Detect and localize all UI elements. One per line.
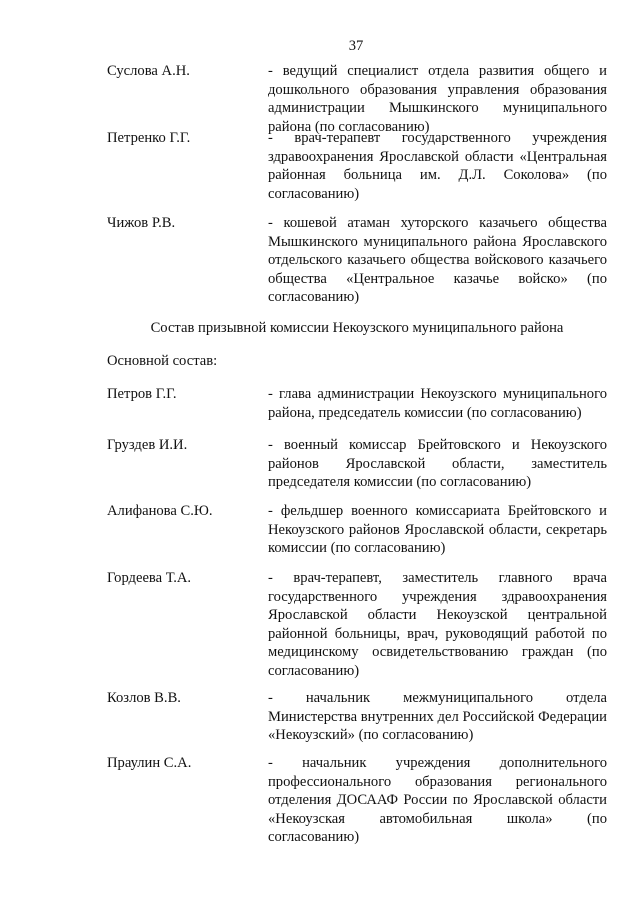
subtitle: Основной состав: bbox=[107, 353, 218, 369]
member-name: Петренко Г.Г. bbox=[107, 130, 191, 146]
member-description: - начальник учреждения дополнительного профессионального образования регионального отделения ДОСААФ России по Ярославской области «Некоузская автомобильная школа» (по согласованию) bbox=[268, 755, 607, 846]
member-description: - глава администрации Некоузского муниципального района, председатель комиссии (по согласованию) bbox=[268, 386, 607, 421]
member-name: Праулин С.А. bbox=[107, 755, 192, 771]
member-name: Суслова А.Н. bbox=[107, 63, 190, 79]
member-description: - ведущий специалист отдела развития общего и дошкольного образования управления образования администрации Мышкинского муниципального района (по согласованию) bbox=[268, 63, 607, 135]
member-description: - врач-терапевт государственного учреждения здравоохранения Ярославской области «Центральная районная больница им. Д.Л. Соколова» (по согласованию) bbox=[268, 130, 607, 202]
member-description: - врач-терапевт, заместитель главного врача государственного учреждения здравоохранения Ярославской области Некоузской центральной районной больницы, врач, руководящий работой по медицинскому освидетельствованию граждан (по согласованию) bbox=[268, 570, 607, 679]
member-description: - кошевой атаман хуторского казачьего общества Мышкинского муниципального района Ярославского отдельского казачьего общества войскового казачьего общества «Центральное казачье войско» (по согласованию) bbox=[268, 215, 607, 306]
member-name: Груздев И.И. bbox=[107, 437, 188, 453]
member-name: Гордеева Т.А. bbox=[107, 570, 192, 586]
member-name: Чижов Р.В. bbox=[107, 215, 176, 231]
member-name: Петров Г.Г. bbox=[107, 386, 177, 402]
member-name: Алифанова С.Ю. bbox=[107, 503, 213, 519]
section-title: Состав призывной комиссии Некоузского муниципального района bbox=[150, 320, 564, 336]
member-description: - начальник межмуниципального отдела Министерства внутренних дел Российской Федерации «Некоузский» (по согласованию) bbox=[268, 690, 607, 744]
member-name: Козлов В.В. bbox=[107, 690, 181, 706]
member-description: - военный комиссар Брейтовского и Некоузского районов Ярославской области, заместитель председателя комиссии (по согласованию) bbox=[268, 437, 607, 491]
member-description: - фельдшер военного комиссариата Брейтовского и Некоузского районов Ярославской области, секретарь комиссии (по согласованию) bbox=[268, 503, 607, 557]
page-number: 37 bbox=[348, 38, 364, 54]
